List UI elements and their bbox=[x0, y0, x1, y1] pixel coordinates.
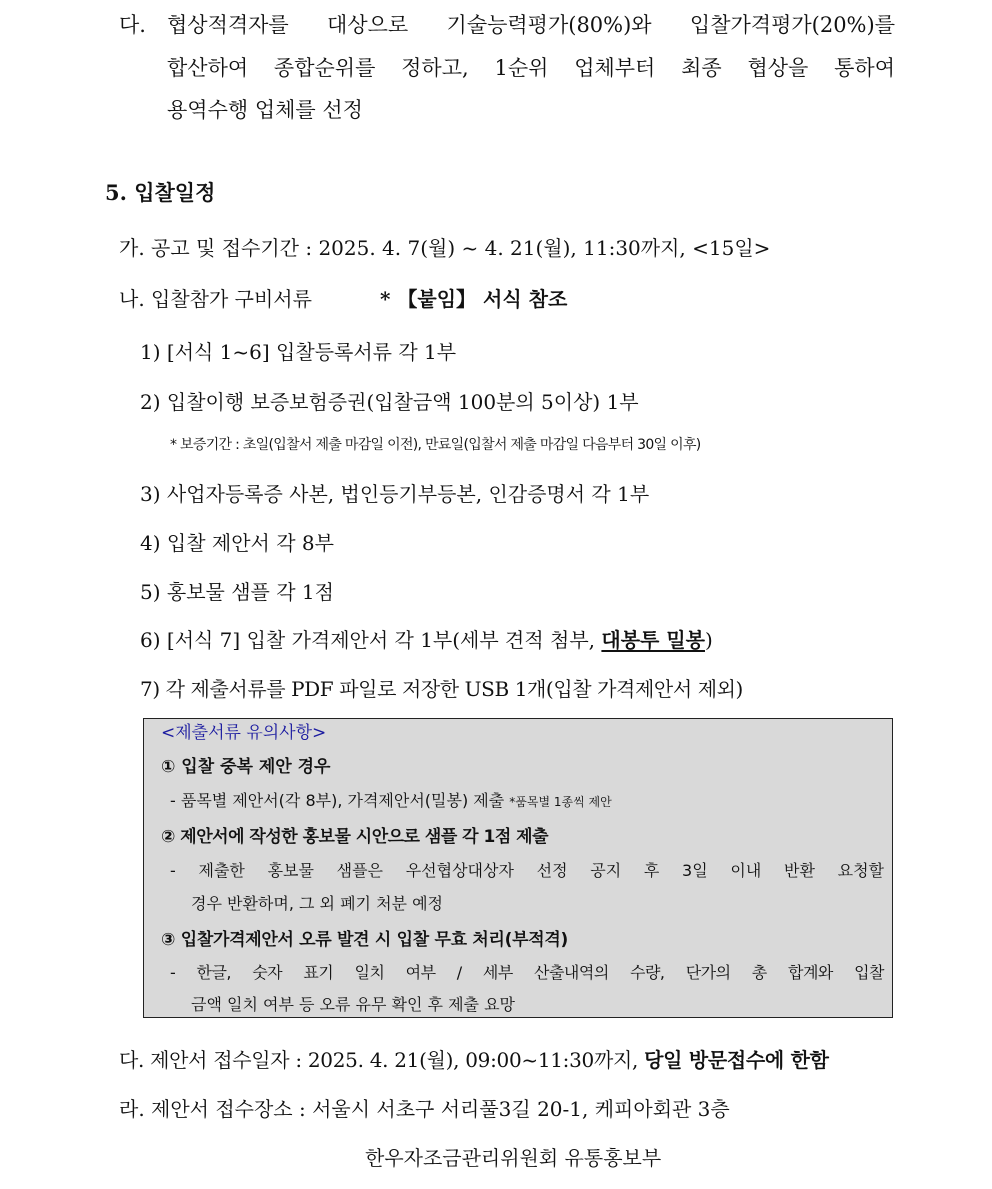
notice-1-line bbox=[170, 791, 612, 810]
doc-item-7: 7) 각 제출서류를 PDF 파일로 저장한 USB 1개(입찰 가격제안서 제외) bbox=[140, 677, 743, 701]
item-da-line-3: 용역수행 업체를 선정 bbox=[167, 98, 363, 122]
notice-3-line-1: - 한글, 숫자 표기 일치 여부 / 세부 산출내역의 수량, 단가의 총 합계와 입찰 bbox=[170, 963, 884, 982]
notice-3-line-2: 금액 일치 여부 등 오류 유무 확인 후 제출 요망 bbox=[191, 995, 515, 1014]
doc-item-1: 1) [서식 1~6] 입찰등록서류 각 1부 bbox=[140, 340, 457, 364]
doc-item-5: 5) 홍보물 샘플 각 1점 bbox=[140, 580, 334, 604]
doc-item-6-emphasis: 대봉투 밀봉 bbox=[601, 628, 705, 652]
notice-1-small: *품목별 1종씩 제안 bbox=[509, 795, 612, 809]
item-ra-submission-place: 라. 제안서 접수장소 : 서울시 서초구 서리풀3길 20-1, 케피아회관 3층 bbox=[119, 1097, 730, 1121]
section-5-title: 5. 입찰일정 bbox=[105, 180, 216, 205]
notice-title: <제출서류 유의사항> bbox=[161, 723, 327, 743]
submission-notice-box bbox=[143, 718, 893, 1018]
item-da-line-2: 합산하여 종합순위를 정하고, 1순위 업체부터 최종 협상을 통하여 bbox=[167, 56, 895, 80]
notice-2-heading: ② 제안서에 작성한 홍보물 시안으로 샘플 각 1점 제출 bbox=[161, 827, 549, 847]
doc-item-6 bbox=[140, 628, 713, 652]
item-da-line-1: 협상적격자를 대상으로 기술능력평가(80%)와 입찰가격평가(20%)를 bbox=[167, 13, 895, 37]
notice-1-text: - 품목별 제안서(각 8부), 가격제안서(밀봉) 제출 bbox=[170, 791, 505, 810]
item-na-note: * 【붙임】 서식 참조 bbox=[380, 287, 568, 311]
doc-item-2: 2) 입찰이행 보증보험증권(입찰금액 100분의 5이상) 1부 bbox=[140, 390, 639, 414]
submission-date-emphasis: 당일 방문접수에 한함 bbox=[644, 1048, 829, 1072]
item-na-label: 나. 입찰참가 구비서류 bbox=[119, 287, 312, 311]
notice-1-heading: ① 입찰 중복 제안 경우 bbox=[161, 757, 331, 777]
doc-item-6-close: ) bbox=[704, 628, 713, 652]
item-da-marker: 다. bbox=[119, 13, 146, 37]
submission-date-text: 다. 제안서 접수일자 : 2025. 4. 21(월), 09:00~11:30까지, bbox=[119, 1048, 645, 1072]
doc-item-4: 4) 입찰 제안서 각 8부 bbox=[140, 531, 334, 555]
notice-2-line-2: 경우 반환하며, 그 외 폐기 처분 예정 bbox=[191, 894, 443, 913]
doc-item-6-text: 6) [서식 7] 입찰 가격제안서 각 1부(세부 견적 첨부, bbox=[140, 628, 602, 652]
doc-item-2-note: * 보증기간 : 초일(입찰서 제출 마감일 이전), 만료일(입찰서 제출 마감일 다음부터 30일 이후) bbox=[170, 437, 701, 453]
notice-2-line-1: - 제출한 홍보물 샘플은 우선협상대상자 선정 공지 후 3일 이내 반환 요청할 bbox=[170, 861, 884, 880]
item-ga-schedule: 가. 공고 및 접수기간 : 2025. 4. 7(월) ~ 4. 21(월), 11:30까지, <15일> bbox=[119, 236, 771, 260]
footer-organization: 한우자조금관리위원회 유통홍보부 bbox=[365, 1146, 662, 1170]
item-da-submission-date bbox=[119, 1048, 829, 1072]
notice-3-heading: ③ 입찰가격제안서 오류 발견 시 입찰 무효 처리(부적격) bbox=[161, 930, 568, 950]
doc-item-3: 3) 사업자등록증 사본, 법인등기부등본, 인감증명서 각 1부 bbox=[140, 482, 650, 506]
